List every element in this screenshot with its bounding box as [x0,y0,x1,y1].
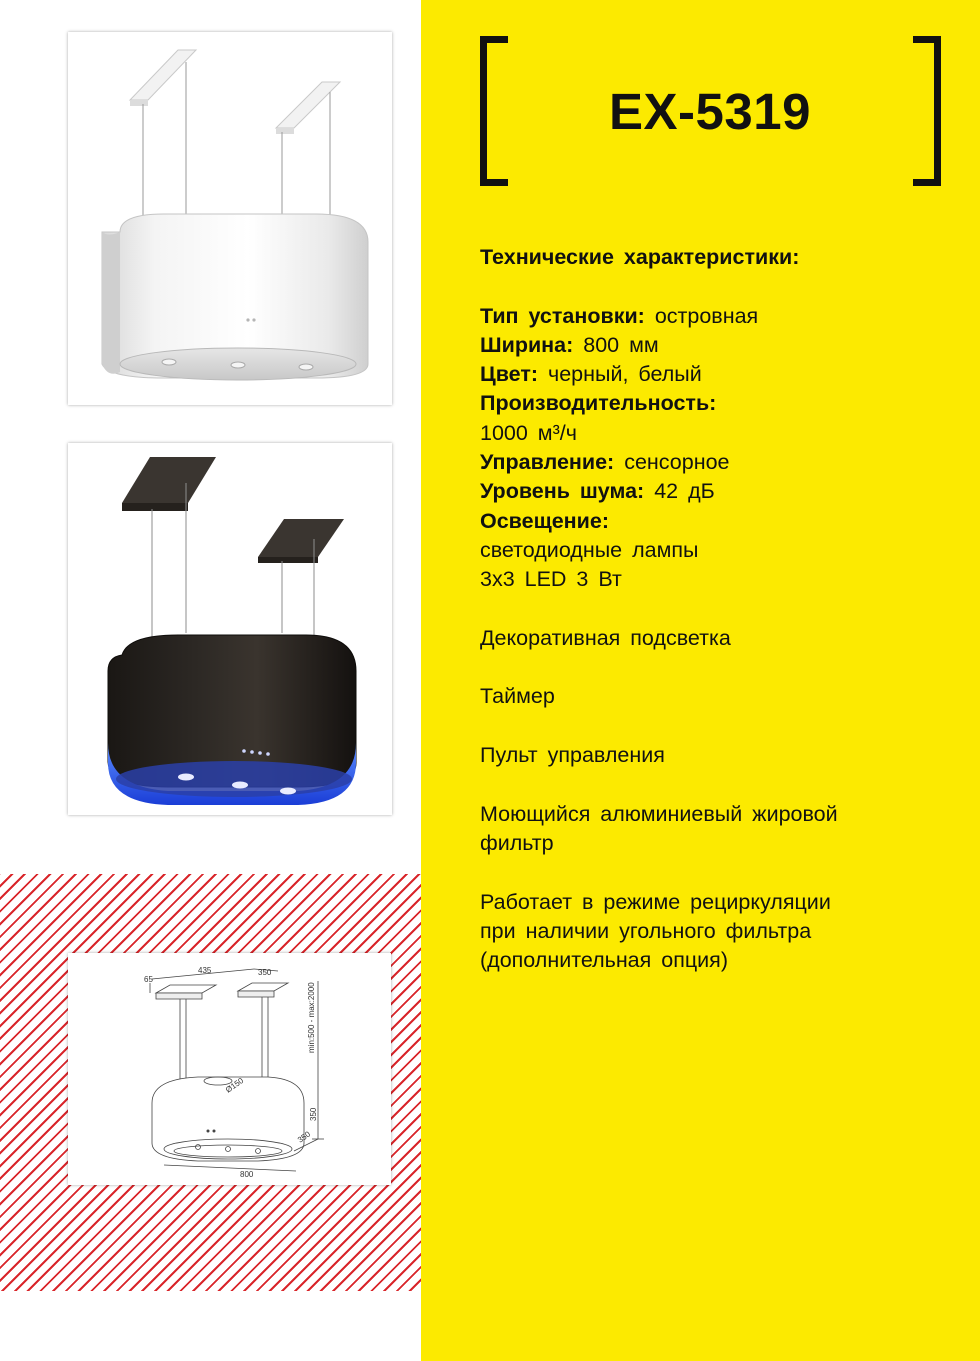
model-title: EX-5319 [609,83,811,140]
white-hood-image [68,32,392,405]
dim-spacing: 435 [198,966,212,975]
spec-noise-label: Уровень шума: [480,479,645,504]
spec-lighting-value-1: светодиодные лампы [480,537,699,562]
dimension-drawing-image [68,953,391,1185]
feature-filter-line-2: фильтр [480,830,554,855]
feature-recirc-line-1: Работает в режиме рециркуляции [480,889,831,914]
dimension-drawing [68,953,391,1185]
feature-backlight: Декоративная подсветка [480,625,731,650]
spec-color [480,360,950,389]
spec-lighting-label: Освещение: [480,508,609,533]
black-hood-image [68,443,392,815]
spec-install-value: островная [654,303,759,328]
dim-offset: 65 [144,975,153,984]
dim-width: 800 [240,1170,254,1179]
feature-filter-line-1: Моющийся алюминиевый жировой [480,801,838,826]
spec-performance-label: Производительность: [480,391,717,416]
right-bracket [913,36,941,186]
spec-lighting-value-2: 3х3 LED 3 Вт [480,567,622,592]
black-hood-photo [68,443,392,815]
spec-performance [480,389,950,418]
dim-body-height: 350 [309,1107,318,1121]
spec-performance-value: 1000 м³/ч [480,420,577,445]
spec-install-label: Тип установки: [480,303,645,328]
feature-recirc-line-3: (дополнительная опция) [480,948,728,973]
spec-control-value: сенсорное [624,450,730,475]
feature-timer: Таймер [480,684,555,709]
spec-color-label: Цвет: [480,362,539,387]
spec-noise [480,477,950,506]
spec-width [480,331,950,360]
dim-depth: 350 [295,1129,313,1145]
spec-lighting [480,507,950,536]
spec-control [480,448,950,477]
spec-control-label: Управление: [480,450,615,475]
spec-color-value: черный, белый [548,362,702,387]
dim-duct: Ø150 [223,1076,246,1095]
feature-remote: Пульт управления [480,743,665,768]
white-hood-photo [68,32,392,405]
spec-width-label: Ширина: [480,332,574,357]
left-bracket [480,36,508,186]
spec-noise-value: 42 дБ [654,479,715,504]
feature-recirc-line-2: при наличии угольного фильтра [480,918,812,943]
specs-heading: Технические характеристики: [480,245,800,269]
dim-height-range: min:500 - max:2000 [307,982,316,1053]
spec-width-value: 800 мм [583,332,659,357]
spec-install [480,302,950,331]
specifications [480,243,950,975]
dim-top-width: 350 [258,968,272,977]
